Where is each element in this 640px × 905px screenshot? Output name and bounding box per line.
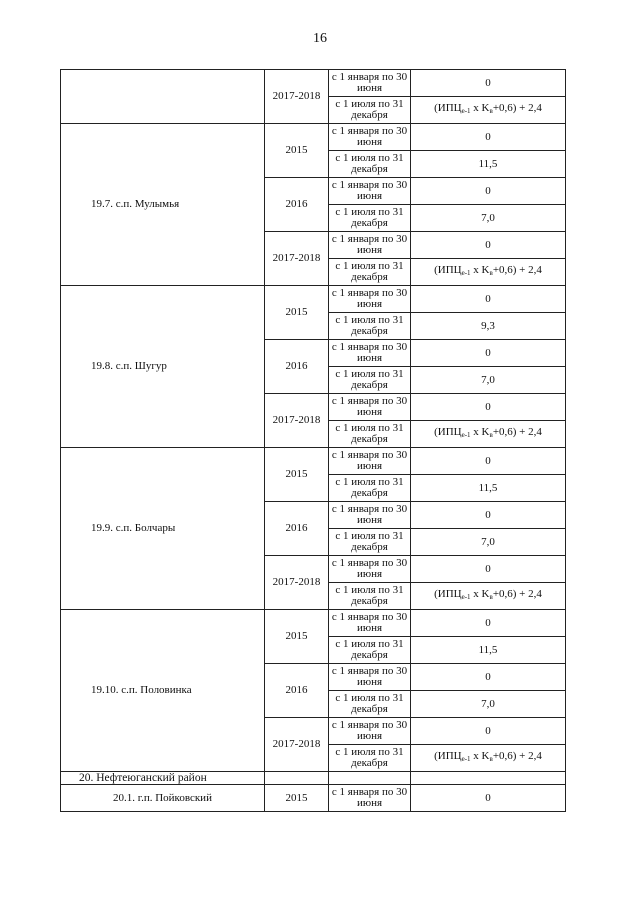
formula-sub-v: в (489, 107, 493, 115)
period-h1: с 1 января по 30 июня (329, 178, 411, 205)
table-row (61, 772, 566, 785)
formula-sub-e: е-1 (461, 107, 471, 115)
year-cell: 2016 (265, 664, 329, 718)
table-row (61, 70, 566, 97)
period-h1: с 1 января по 30 июня (329, 124, 411, 151)
year-cell: 2016 (265, 502, 329, 556)
formula-sub-v: в (489, 269, 493, 277)
value-cell: 11,5 (411, 637, 566, 664)
formula-sub-v: в (489, 431, 493, 439)
page-number: 16 (313, 31, 327, 46)
formula-sub-e: е-1 (461, 593, 471, 601)
period-h2: с 1 июля по 31 декабря (329, 205, 411, 232)
formula-suffix: +0,6) + 2,4 (492, 264, 542, 276)
formula-prefix: (ИПЦ (434, 426, 462, 438)
period-h2: с 1 июля по 31 декабря (329, 313, 411, 340)
settlement-name: 19.10. с.п. Половинка (61, 610, 265, 772)
period-h2: с 1 июля по 31 декабря (329, 259, 411, 286)
table-row (61, 610, 566, 637)
year-cell: 2015 (265, 448, 329, 502)
period-h1: с 1 января по 30 июня (329, 556, 411, 583)
table-row (61, 124, 566, 151)
period-h1: с 1 января по 30 июня (329, 448, 411, 475)
settlement-name: 20.1. г.п. Пойковский (61, 785, 265, 812)
formula-value (411, 97, 566, 124)
period-h1: с 1 января по 30 июня (329, 232, 411, 259)
period-h1: с 1 января по 30 июня (329, 718, 411, 745)
period-h2: с 1 июля по 31 декабря (329, 637, 411, 664)
period-h1: с 1 января по 30 июня (329, 394, 411, 421)
period-h1: с 1 января по 30 июня (329, 610, 411, 637)
empty-cell (411, 772, 566, 785)
value-cell: 0 (411, 502, 566, 529)
formula-sub-v: в (489, 755, 493, 763)
formula-prefix: (ИПЦ (434, 750, 462, 762)
period-h2: с 1 июля по 31 декабря (329, 151, 411, 178)
period-h2: с 1 июля по 31 декабря (329, 421, 411, 448)
period-h1: с 1 января по 30 июня (329, 70, 411, 97)
value-cell: 11,5 (411, 475, 566, 502)
district-header: 20. Нефтеюганский район (61, 772, 265, 785)
value-cell: 0 (411, 664, 566, 691)
period-h1: с 1 января по 30 июня (329, 286, 411, 313)
period-h2: с 1 июля по 31 декабря (329, 691, 411, 718)
tariff-index-table (60, 69, 566, 812)
settlement-name: 19.9. с.п. Болчары (61, 448, 265, 610)
formula-value (411, 259, 566, 286)
value-cell: 0 (411, 286, 566, 313)
settlement-name: 19.8. с.п. Шугур (61, 286, 265, 448)
formula-value (411, 745, 566, 772)
formula-suffix: +0,6) + 2,4 (492, 102, 542, 114)
value-cell: 7,0 (411, 367, 566, 394)
value-cell: 0 (411, 232, 566, 259)
value-cell: 7,0 (411, 205, 566, 232)
formula-mid: x K (470, 426, 490, 438)
year-cell: 2015 (265, 124, 329, 178)
year-cell: 2017-2018 (265, 556, 329, 610)
period-h2: с 1 июля по 31 декабря (329, 583, 411, 610)
value-cell: 0 (411, 124, 566, 151)
region-cell-empty (61, 70, 265, 124)
value-cell: 0 (411, 718, 566, 745)
year-cell: 2017-2018 (265, 394, 329, 448)
year-cell: 2017-2018 (265, 718, 329, 772)
formula-value (411, 421, 566, 448)
value-cell: 11,5 (411, 151, 566, 178)
table-row (61, 286, 566, 313)
value-cell: 7,0 (411, 691, 566, 718)
formula-suffix: +0,6) + 2,4 (492, 750, 542, 762)
value-cell: 0 (411, 610, 566, 637)
empty-cell (265, 772, 329, 785)
table-row (61, 785, 566, 812)
value-cell: 0 (411, 394, 566, 421)
period-h2: с 1 июля по 31 декабря (329, 475, 411, 502)
formula-sub-e: е-1 (461, 431, 471, 439)
period-h1: с 1 января по 30 июня (329, 664, 411, 691)
value-cell: 0 (411, 340, 566, 367)
table-row (61, 448, 566, 475)
formula-suffix: +0,6) + 2,4 (492, 588, 542, 600)
formula-prefix: (ИПЦ (434, 588, 462, 600)
formula-sub-v: в (489, 593, 493, 601)
formula-sub-e: е-1 (461, 269, 471, 277)
empty-cell (329, 772, 411, 785)
formula-mid: x K (470, 750, 490, 762)
period-h2: с 1 июля по 31 декабря (329, 529, 411, 556)
formula-sub-e: е-1 (461, 755, 471, 763)
formula-prefix: (ИПЦ (434, 102, 462, 114)
year-cell: 2016 (265, 178, 329, 232)
period-h2: с 1 июля по 31 декабря (329, 745, 411, 772)
period-h1: с 1 января по 30 июня (329, 340, 411, 367)
value-cell: 0 (411, 178, 566, 205)
formula-prefix: (ИПЦ (434, 264, 462, 276)
value-cell: 9,3 (411, 313, 566, 340)
period-h1: с 1 января по 30 июня (329, 785, 411, 812)
formula-suffix: +0,6) + 2,4 (492, 426, 542, 438)
value-cell: 0 (411, 556, 566, 583)
value-cell: 0 (411, 448, 566, 475)
period-h1: с 1 января по 30 июня (329, 502, 411, 529)
year-cell: 2017-2018 (265, 232, 329, 286)
year-cell: 2015 (265, 610, 329, 664)
year-cell: 2016 (265, 340, 329, 394)
value-cell: 7,0 (411, 529, 566, 556)
settlement-name: 19.7. с.п. Мулымья (61, 124, 265, 286)
formula-mid: x K (470, 588, 490, 600)
year-cell: 2015 (265, 785, 329, 812)
formula-value (411, 583, 566, 610)
year-cell: 2015 (265, 286, 329, 340)
value-cell: 0 (411, 70, 566, 97)
formula-mid: x K (470, 102, 490, 114)
period-h2: с 1 июля по 31 декабря (329, 97, 411, 124)
year-cell: 2017-2018 (265, 70, 329, 124)
formula-mid: x K (470, 264, 490, 276)
value-cell: 0 (411, 785, 566, 812)
period-h2: с 1 июля по 31 декабря (329, 367, 411, 394)
